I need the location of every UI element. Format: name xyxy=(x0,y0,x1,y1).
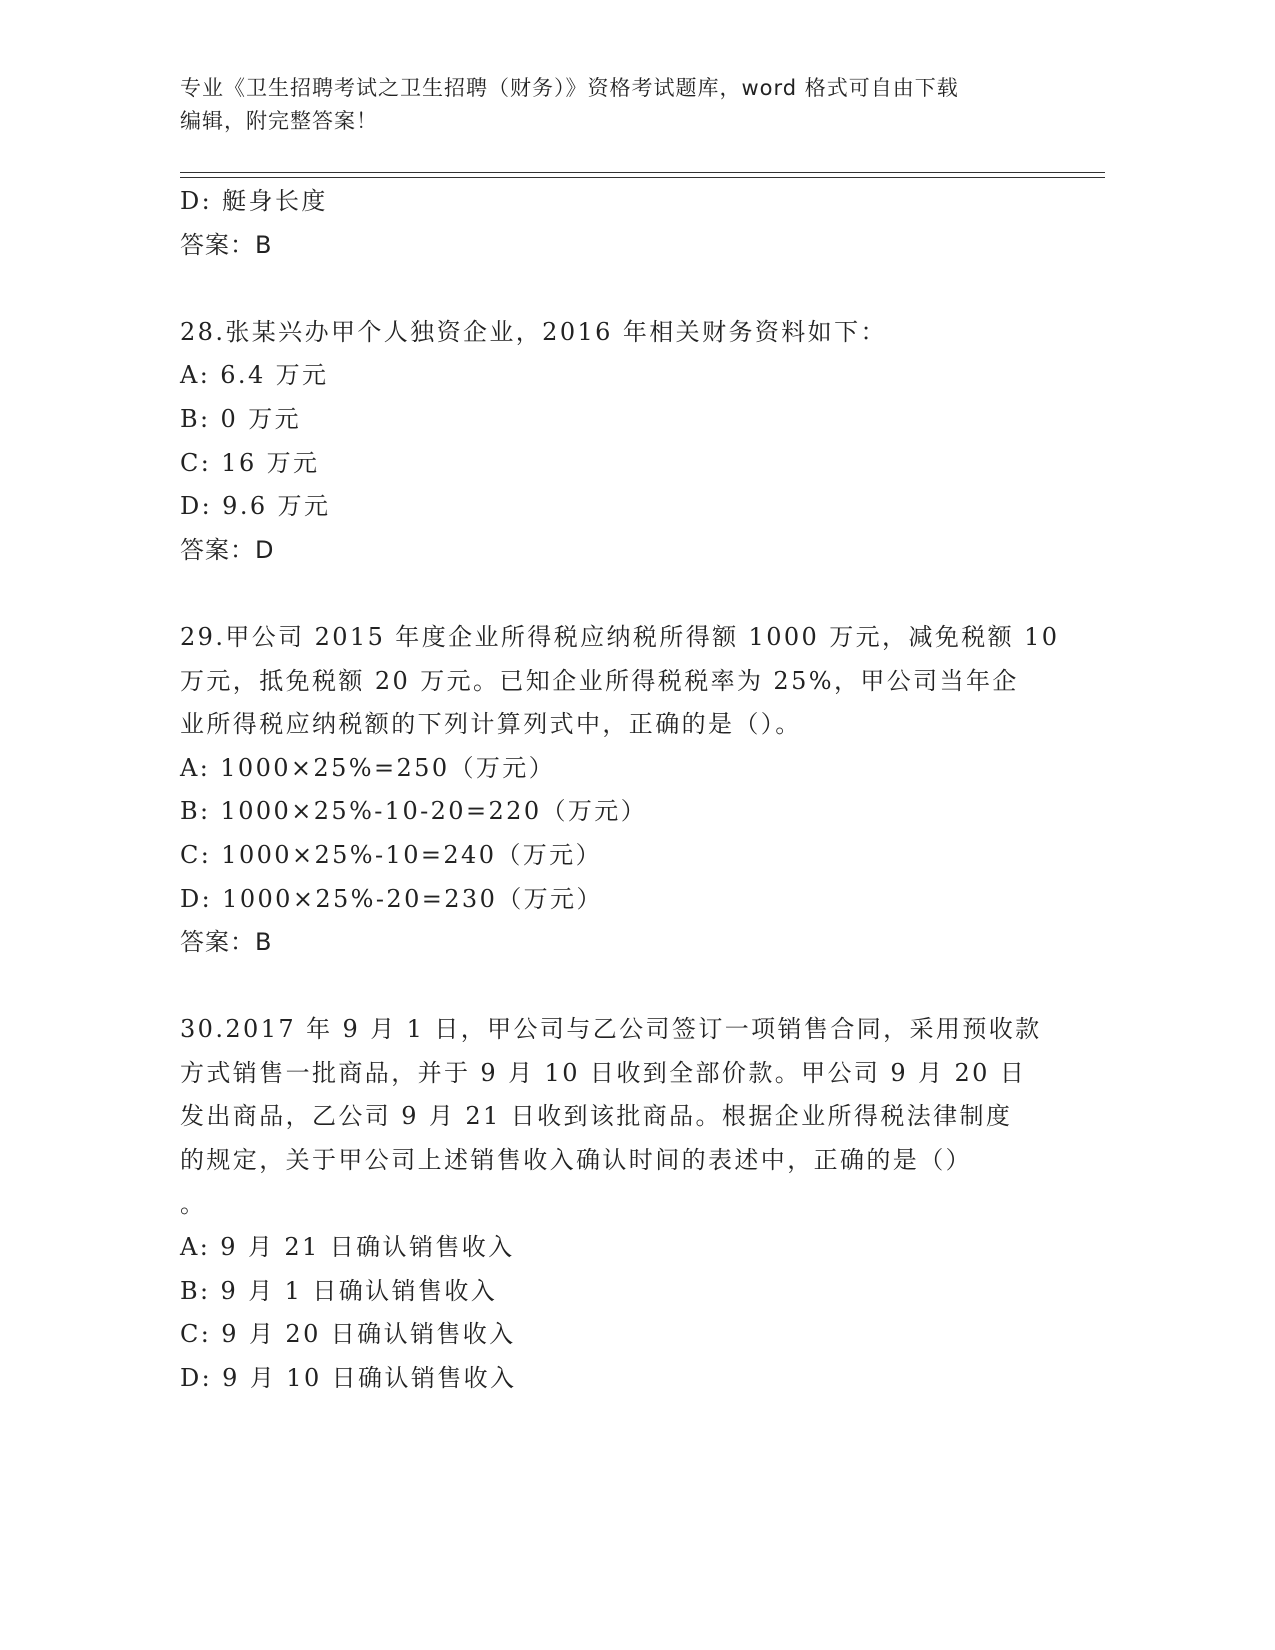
q29-option-c: C: 1000×25%-10=240（万元） xyxy=(180,840,602,869)
q27-answer: 答案：B xyxy=(180,230,273,259)
header-line-2: 编辑，附完整答案！ xyxy=(180,109,378,133)
header-divider-top xyxy=(180,172,1105,173)
q30-stem-line-1: 30.2017 年 9 月 1 日，甲公司与乙公司签订一项销售合同，采用预收款 xyxy=(180,1015,1042,1044)
q29-stem-line-3: 业所得税应纳税额的下列计算列式中，正确的是（）。 xyxy=(180,710,802,739)
header-line-1: 专业《卫生招聘考试之卫生招聘（财务）》资格考试题库，word 格式可自由下载 xyxy=(180,76,959,100)
q30-stem-line-2: 方式销售一批商品，并于 9 月 10 日收到全部价款。甲公司 9 月 20 日 xyxy=(180,1058,1027,1087)
spacer xyxy=(180,965,1050,1009)
q28-option-c: C: 16 万元 xyxy=(180,448,320,477)
page-header xyxy=(180,72,1060,138)
q28-option-b: B: 0 万元 xyxy=(180,404,302,433)
q28-stem: 28.张某兴办甲个人独资企业，2016 年相关财务资料如下： xyxy=(180,317,887,346)
q29-option-b: B: 1000×25%-10-20=220（万元） xyxy=(180,797,648,826)
q30-stem-line-4: 的规定，关于甲公司上述销售收入确认时间的表述中，正确的是（） xyxy=(180,1146,972,1175)
q29-stem-line-1: 29.甲公司 2015 年度企业所得税应纳税所得额 1000 万元，减免税额 10 xyxy=(180,622,1060,651)
q30-option-c: C: 9 月 20 日确认销售收入 xyxy=(180,1320,516,1349)
question-content xyxy=(180,180,1060,1401)
q28-answer: 答案：D xyxy=(180,535,275,564)
q29-option-a: A: 1000×25%=250（万元） xyxy=(180,753,556,782)
spacer xyxy=(180,267,1050,311)
q28-option-a: A: 6.4 万元 xyxy=(180,361,329,390)
q30-option-a: A: 9 月 21 日确认销售收入 xyxy=(180,1233,515,1262)
q30-option-d: D: 9 月 10 日确认销售收入 xyxy=(180,1364,517,1393)
q30-option-b: B: 9 月 1 日确认销售收入 xyxy=(180,1276,498,1305)
q30-stem-line-5: 。 xyxy=(180,1189,207,1218)
q30-stem-line-3: 发出商品，乙公司 9 月 21 日收到该批商品。根据企业所得税法律制度 xyxy=(180,1102,1013,1131)
spacer xyxy=(180,572,1050,616)
q27-option-d: D: 艇身长度 xyxy=(180,187,328,215)
header-divider-bottom xyxy=(180,177,1105,178)
q29-answer: 答案：B xyxy=(180,928,273,957)
q28-option-d: D: 9.6 万元 xyxy=(180,492,331,521)
q29-stem-line-2: 万元，抵免税额 20 万元。已知企业所得税税率为 25%，甲公司当年企 xyxy=(180,666,1019,695)
q29-option-d: D: 1000×25%-20=230（万元） xyxy=(180,884,603,913)
